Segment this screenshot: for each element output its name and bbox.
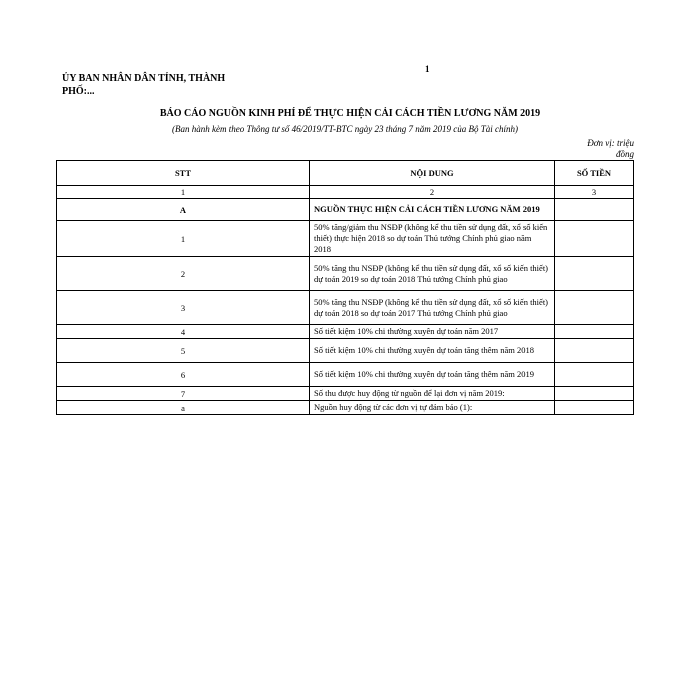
row-amount: [555, 199, 634, 221]
table-row: [57, 401, 634, 415]
agency-line-1: ỦY BAN NHÂN DÂN TỈNH, THÀNH: [62, 73, 226, 84]
column-number-1: 1: [57, 186, 310, 199]
row-stt: 1: [57, 221, 310, 257]
row-stt: 2: [57, 257, 310, 291]
row-amount: [555, 221, 634, 257]
unit-line-1: Đơn vị: triệu: [587, 138, 634, 148]
row-stt: 5: [57, 339, 310, 363]
row-content: Số thu được huy động từ nguồn để lại đơn vị năm 2019:: [310, 387, 555, 401]
row-content: Nguồn huy động từ các đơn vị tự đảm bảo (1):: [310, 401, 555, 415]
row-stt: 7: [57, 387, 310, 401]
table-row: [57, 339, 634, 363]
row-stt: 6: [57, 363, 310, 387]
report-table: [56, 160, 634, 415]
header-amount: SỐ TIỀN: [555, 161, 634, 186]
table-row: [57, 291, 634, 325]
row-stt: a: [57, 401, 310, 415]
row-content: 50% tăng thu NSĐP (không kể thu tiền sử dụng đất, xổ số kiến thiết) dự toán 2018 so dự toán 2017 Thủ tướng Chính phủ giao: [310, 291, 555, 325]
row-amount: [555, 325, 634, 339]
unit-line-2: đồng: [616, 149, 634, 159]
table-row: [57, 221, 634, 257]
row-amount: [555, 387, 634, 401]
row-amount: [555, 291, 634, 325]
row-amount: [555, 363, 634, 387]
header-content: NỘI DUNG: [310, 161, 555, 186]
row-content: Số tiết kiệm 10% chi thường xuyên dự toán tăng thêm năm 2018: [310, 339, 555, 363]
header-row: [57, 161, 634, 186]
report-subtitle: (Ban hành kèm theo Thông tư số 46/2019/TT-BTC ngày 23 tháng 7 năm 2019 của Bộ Tài chính): [172, 124, 518, 134]
row-content: 50% tăng/giảm thu NSĐP (không kể thu tiền sử dụng đất, xổ số kiến thiết) thực hiện 2018 so dự toán Thủ tướng Chính phủ giao năm 2018: [310, 221, 555, 257]
row-stt: A: [57, 199, 310, 221]
table-row: [57, 325, 634, 339]
column-number-row: [57, 186, 634, 199]
row-content: 50% tăng thu NSĐP (không kể thu tiền sử dụng đất, xổ số kiến thiết) dự toán 2019 so dự toán 2018 Thủ tướng Chính phủ giao: [310, 257, 555, 291]
row-amount: [555, 339, 634, 363]
unit-label: [578, 138, 634, 160]
table-row: [57, 199, 634, 221]
agency-header: [62, 72, 225, 98]
row-amount: [555, 401, 634, 415]
row-content: Số tiết kiệm 10% chi thường xuyên dự toán tăng thêm năm 2019: [310, 363, 555, 387]
row-amount: [555, 257, 634, 291]
table-row: [57, 387, 634, 401]
page-number: 1: [425, 64, 430, 74]
column-number-2: 2: [310, 186, 555, 199]
row-content: NGUỒN THỰC HIỆN CẢI CÁCH TIỀN LƯƠNG NĂM 2019: [310, 199, 555, 221]
table-row: [57, 363, 634, 387]
header-stt: STT: [57, 161, 310, 186]
column-number-3: 3: [555, 186, 634, 199]
row-stt: 3: [57, 291, 310, 325]
row-content: Số tiết kiệm 10% chi thường xuyên dự toán năm 2017: [310, 325, 555, 339]
row-stt: 4: [57, 325, 310, 339]
agency-line-2: PHỐ:...: [62, 86, 95, 97]
report-title: BÁO CÁO NGUỒN KINH PHÍ ĐỂ THỰC HIỆN CẢI CÁCH TIỀN LƯƠNG NĂM 2019: [159, 108, 541, 119]
table-row: [57, 257, 634, 291]
